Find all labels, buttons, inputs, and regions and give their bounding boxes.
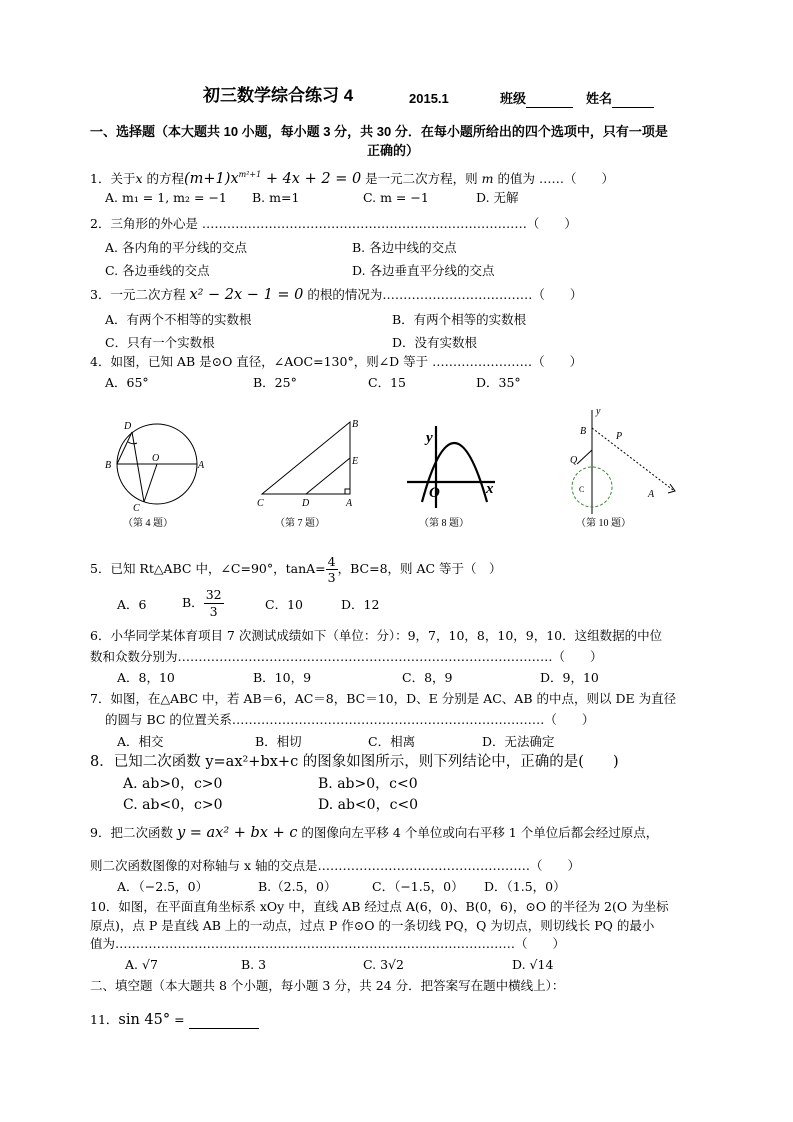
section1-heading-cont: 正确的） xyxy=(367,143,420,158)
q3-option-c: C．只有一个实数根 xyxy=(105,335,215,350)
q3-option-d: D．没有实数根 xyxy=(392,335,478,350)
q9-option-a: A．（−2.5，0） xyxy=(117,879,209,894)
fig7-right-angle xyxy=(345,489,350,494)
q4-option-c: C．15 xyxy=(368,375,406,390)
fig4-radius-oc xyxy=(144,464,157,502)
fig7-label-b: B xyxy=(352,419,359,430)
fig4-label-a: A xyxy=(198,460,205,471)
fig10-label-a: A xyxy=(648,489,655,500)
q4-option-b: B．25° xyxy=(253,375,297,390)
q4-stem: 4．如图，已知 AB 是⊙O 直径，∠AOC=130°，则∠D 等于 ……………………（ ） xyxy=(90,354,583,369)
q9-stem: 9．把二次函数 y = ax² + bx + c 的图像向左平移 4 个单位或向右平移 1 个单位后都会经过原点， xyxy=(90,825,659,841)
fig10-arrow xyxy=(668,484,675,493)
name-field[interactable] xyxy=(612,91,654,108)
q5-option-c: C．10 xyxy=(265,597,303,612)
q6-stem-cont: 数和众数分别为………………………………………………………………………………（ ） xyxy=(90,649,603,664)
fig8-caption: （第 8 题） xyxy=(419,518,469,529)
fig10-tangent-pq xyxy=(577,450,592,464)
page-title: 初三数学综合练习 4 xyxy=(203,86,354,105)
q6-stem: 6．小华同学某体育项目 7 次测试成绩如下（单位：分）：9，7，10，8，10，9，10．这组数据的中位 xyxy=(90,628,663,643)
q7-option-d: D．无法确定 xyxy=(482,734,555,749)
fig8-label-x: x xyxy=(486,481,494,497)
q7-option-a: A．相交 xyxy=(117,734,164,749)
fig4-label-b: B xyxy=(105,460,112,471)
fig4-chord-db xyxy=(117,432,132,464)
q7-option-b: B．相切 xyxy=(255,734,302,749)
fig10-label-c: C xyxy=(579,485,585,494)
fig7-caption: （第 7 题） xyxy=(275,518,325,529)
q9-option-c: C．（−1.5，0） xyxy=(372,879,464,894)
q9-option-d: D．（1.5，0） xyxy=(484,879,566,894)
fig4-label-d: D xyxy=(124,421,132,432)
q3-stem: 3．一元二次方程 x² − 2x − 1 = 0 的根的情况为………………………………（ ） xyxy=(90,287,583,303)
q3-option-b: B．有两个相等的实数根 xyxy=(392,312,527,327)
q5-option-a: A．6 xyxy=(117,597,147,612)
fig7-label-a: A xyxy=(346,498,353,509)
section2-heading: 二、填空题（本大题共 8 个小题，每小题 3 分，共 24 分．把答案写在题中横线上）： xyxy=(90,978,565,993)
q1-option-b: B. m=1 xyxy=(252,190,300,205)
fig4-angle-mark xyxy=(128,442,137,444)
fig4-diagram xyxy=(117,424,197,504)
q2-option-c: C. 各边垂线的交点 xyxy=(105,263,210,278)
q9-option-b: B.（2.5，0） xyxy=(258,879,337,894)
fig10-label-b: B xyxy=(580,426,587,437)
fig7-midline-de xyxy=(306,458,350,494)
q8-option-a: A. ab>0，c>0 xyxy=(123,776,223,792)
fig10-label-q: Q xyxy=(570,455,578,466)
q11-answer-blank[interactable] xyxy=(189,1012,259,1029)
fig10-diagram xyxy=(572,410,675,514)
q8-stem: 8．已知二次函数 y=ax²+bx+c 的图象如图所示，则下列结论中，正确的是( ) xyxy=(90,754,619,770)
q9-stem-cont: 则二次函数图像的对称轴与 x 轴的交点是……………………………………………（ ） xyxy=(90,858,580,873)
q10-option-d: D. √14 xyxy=(512,957,554,972)
exam-date: 2015.1 xyxy=(409,91,449,106)
fig4-caption: （第 4 题） xyxy=(123,518,173,529)
fig7-label-e: E xyxy=(352,456,359,467)
q6-option-c: C．8，9 xyxy=(402,670,453,685)
fig7-label-c: C xyxy=(257,498,264,509)
q6-option-a: A．8，10 xyxy=(117,670,175,685)
q10-option-b: B. 3 xyxy=(241,957,267,972)
fig4-label-c: C xyxy=(133,503,140,514)
fig10-label-y: y xyxy=(596,406,601,417)
q1-option-d: D. 无解 xyxy=(476,190,519,205)
fig10-caption: （第 10 题） xyxy=(576,518,631,529)
q11-stem: 11．sin 45° = xyxy=(90,1012,259,1029)
fig4-label-o: O xyxy=(152,453,160,464)
q1-option-c: C. m = −1 xyxy=(363,190,429,205)
fig8-label-o: O xyxy=(429,485,440,501)
fig10-label-p: P xyxy=(616,431,623,442)
q8-option-d: D. ab<0，c<0 xyxy=(318,797,419,813)
fig8-label-y: y xyxy=(426,430,433,446)
q10-option-c: C. 3√2 xyxy=(363,957,404,972)
q10-stem-cont: 原点)，点 P 是直线 AB 上的一动点，过点 P 作⊙O 的一条切线 PQ，Q 为切点，则切线长 PQ 的最小 xyxy=(90,918,655,933)
q7-stem: 7．如图，在△ABC 中，若 AB＝6，AC＝8，BC＝10，D、E 分别是 AC、AB 的中点，则以 DE 为直径 xyxy=(90,691,677,706)
q8-option-c: C. ab<0，c>0 xyxy=(123,797,223,813)
fig4-chord-dc xyxy=(132,432,144,502)
q5-option-d: D．12 xyxy=(341,597,380,612)
q5-option-b: B． $\frac{32}{3}$ xyxy=(182,587,222,619)
q6-option-d: D．9，10 xyxy=(540,670,599,685)
q2-option-d: D. 各边垂直平分线的交点 xyxy=(352,263,495,278)
q10-stem-cont2: 值为……………………………………………………………………………………（ ） xyxy=(90,936,566,951)
q1-stem: 1．关于x 的方程$(m+1)x^{m^2+1} + 4x + 2 = 0$ 是一元二次方程，则 m 的值为 ……（ ） xyxy=(90,170,614,187)
q6-option-b: B．10，9 xyxy=(253,670,312,685)
q10-stem: 10．如图，在平面直角坐标系 xOy 中，直线 AB 经过点 A(6，0)、B(0，6)，⊙O 的半径为 2(O 为坐标 xyxy=(90,899,669,914)
fig7-label-d: D xyxy=(302,498,310,509)
q4-option-a: A．65° xyxy=(105,375,149,390)
class-field[interactable] xyxy=(526,91,573,108)
q7-stem-cont: 的圆与 BC 的位置关系…………………………………………………………………（ ） xyxy=(105,712,595,727)
fig8-diagram xyxy=(407,426,495,508)
name-label: 姓名 xyxy=(586,91,654,108)
q2-option-b: B. 各边中线的交点 xyxy=(352,240,457,255)
class-label: 班级 xyxy=(500,91,573,108)
fig7-diagram xyxy=(262,422,350,494)
section1-heading: 一、选择题（本大题共 10 小题，每小题 3 分，共 30 分．在每小题所给出的四个选项中，只有一项是 xyxy=(90,124,668,139)
q4-option-d: D．35° xyxy=(476,375,521,390)
fig7-triangle xyxy=(262,422,350,494)
q5-stem: 5．已知 Rt△ABC 中，∠C=90°，tanA= $\frac{4}{3}$ ，BC=8，则 AC 等于（ ） xyxy=(90,554,502,585)
q10-option-a: A. √7 xyxy=(125,957,158,972)
q2-option-a: A. 各内角的平分线的交点 xyxy=(105,240,247,255)
figures-row xyxy=(95,402,735,536)
q8-option-b: B. ab>0，c<0 xyxy=(318,776,418,792)
q1-option-a: A. m₁ = 1, m₂ = −1 xyxy=(105,190,227,205)
fig10-line-ab xyxy=(592,428,673,490)
q2-stem: 2．三角形的外心是 ……………………………………………………………………（ ） xyxy=(90,216,577,231)
q7-option-c: C．相离 xyxy=(368,734,416,749)
q3-option-a: A．有两个不相等的实数根 xyxy=(105,312,252,327)
